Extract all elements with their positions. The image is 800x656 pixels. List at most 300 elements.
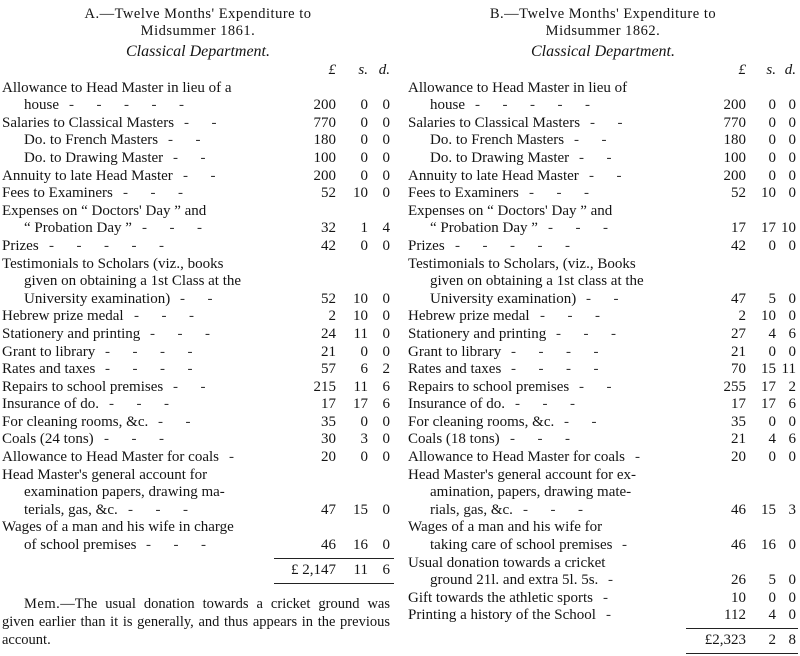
expense-description: Gift towards the athletic sports: [408, 589, 593, 606]
amount-pounds: 20: [321, 449, 336, 466]
leader-dashes: - - -: [523, 501, 583, 518]
expense-description: Testimonials to Scholars, (viz., Books: [408, 255, 636, 272]
shillings-unit: s.: [358, 62, 368, 78]
leader-dashes: - - -: [142, 220, 202, 237]
amount-pence: 0: [382, 290, 390, 307]
expense-description: Allowance to Head Master in lieu of: [408, 79, 628, 96]
amount-pounds: 30: [321, 431, 336, 448]
amount-shillings: 0: [768, 449, 776, 466]
expense-description: Salaries to Classical Masters: [2, 114, 175, 131]
expense-description: Annuity to late Head Master: [408, 167, 579, 184]
expense-description: For cleaning rooms, &c.: [408, 413, 555, 430]
amount-shillings: 11: [353, 325, 368, 342]
expense-rows: [2, 62, 394, 555]
amount-shillings: 11: [353, 378, 368, 395]
expense-row: [408, 273, 798, 291]
expense-description: house: [430, 97, 465, 114]
expense-description: Allowance to Head Master in lieu of a: [2, 79, 232, 96]
amount-shillings: 16: [353, 537, 368, 554]
expense-row: [2, 467, 394, 485]
total-pence: 8: [788, 632, 796, 648]
amount-shillings: 10: [353, 290, 368, 307]
amount-shillings: 17: [761, 378, 776, 395]
leader-dashes: - -: [158, 413, 191, 430]
expense-row: [2, 361, 394, 379]
expense-description: amination, papers, drawing mate-: [430, 484, 632, 501]
leader-dashes: -: [608, 572, 613, 589]
amount-shillings: 10: [761, 185, 776, 202]
expense-row: [2, 168, 394, 186]
amount-pence: 0: [788, 572, 796, 589]
amount-pence: 0: [788, 97, 796, 114]
amount-pounds: 17: [321, 396, 336, 413]
amount-pence: 0: [382, 97, 390, 114]
expense-row: [2, 203, 394, 221]
expense-description: Expenses on “ Doctors' Day ” and: [2, 202, 207, 219]
expense-row: [2, 220, 394, 238]
amount-pence: 6: [382, 378, 390, 395]
expense-row: [2, 185, 394, 203]
amount-pence: 0: [788, 290, 796, 307]
amount-shillings: 0: [360, 114, 368, 131]
amount-pence: 0: [788, 167, 796, 184]
leader-dashes: - -: [168, 132, 201, 149]
amount-pounds: 200: [723, 97, 746, 114]
memo-label: Mem.: [24, 595, 61, 612]
expense-description: Prizes: [408, 237, 445, 254]
amount-pence: 0: [382, 237, 390, 254]
leader-dashes: - -: [579, 149, 612, 166]
expense-description: Expenses on “ Doctors' Day ” and: [408, 202, 613, 219]
expense-row: [408, 396, 798, 414]
expense-description: Grant to library: [408, 343, 502, 360]
amount-pounds: 200: [723, 167, 746, 184]
amount-pounds: 2: [738, 308, 746, 325]
amount-shillings: 6: [360, 361, 368, 378]
amount-pence: 2: [788, 378, 796, 395]
expense-description: Grant to library: [2, 343, 96, 360]
leader-dashes: - - -: [150, 325, 210, 342]
heading-line-1: B.—Twelve Months' Expenditure to: [489, 6, 717, 22]
expense-description: Head Master's general account for ex-: [408, 466, 637, 483]
pounds-unit: £: [738, 62, 746, 78]
expense-description: Do. to Drawing Master: [430, 149, 570, 166]
amount-pence: 0: [382, 325, 390, 342]
amount-pounds: 17: [731, 220, 746, 237]
amount-pence: 0: [788, 589, 796, 606]
leader-dashes: - -: [183, 167, 216, 184]
leader-dashes: - -: [173, 378, 206, 395]
amount-shillings: 4: [768, 431, 776, 448]
pounds-unit: £: [328, 62, 336, 78]
leader-dashes: - - - -: [105, 361, 193, 378]
leader-dashes: -: [635, 449, 640, 466]
leader-dashes: - - -: [556, 325, 616, 342]
amount-pounds: 46: [731, 537, 746, 554]
leader-dashes: - - - - -: [69, 97, 184, 114]
expense-row: [2, 379, 394, 397]
amount-shillings: 17: [353, 396, 368, 413]
total-bottom-rule: [686, 653, 798, 654]
expense-row: [408, 555, 798, 573]
total-pence: 6: [382, 561, 390, 578]
leader-dashes: - - - -: [511, 343, 599, 360]
leader-dashes: - - -: [123, 185, 183, 202]
amount-pence: 6: [382, 396, 390, 413]
amount-pence: 11: [781, 361, 796, 378]
shillings-unit: s.: [766, 62, 776, 78]
expense-row: [2, 80, 394, 98]
amount-pounds: 46: [731, 501, 746, 518]
amount-pounds: 770: [313, 114, 336, 131]
amount-shillings: 0: [360, 132, 368, 149]
expense-description: rials, gas, &c.: [430, 501, 513, 518]
amount-shillings: 0: [768, 132, 776, 149]
expense-row: [2, 502, 394, 520]
amount-shillings: 15: [761, 501, 776, 518]
amount-pounds: 24: [321, 325, 336, 342]
amount-shillings: 10: [353, 185, 368, 202]
expense-description: For cleaning rooms, &c.: [2, 413, 149, 430]
expense-description: Coals (24 tons): [2, 431, 94, 448]
leader-dashes: - -: [173, 149, 206, 166]
memo-paragraph: [2, 595, 390, 649]
amount-pence: 4: [382, 220, 390, 237]
total-top-rule: [274, 558, 394, 559]
expense-description: Allowance to Head Master for coals: [2, 449, 220, 466]
expense-row: [408, 132, 798, 150]
amount-pounds: 57: [321, 361, 336, 378]
amount-pence: 6: [788, 396, 796, 413]
expense-description: taking care of school premises: [430, 537, 613, 554]
leader-dashes: - - -: [128, 501, 188, 518]
amount-shillings: 0: [360, 413, 368, 430]
expense-description: Prizes: [2, 237, 39, 254]
amount-pence: 0: [788, 343, 796, 360]
amount-pounds: 180: [723, 132, 746, 149]
expense-row: [2, 308, 394, 326]
amount-pounds: 32: [321, 220, 336, 237]
leader-dashes: - -: [184, 114, 217, 131]
leader-dashes: - -: [579, 378, 612, 395]
amount-pounds: 47: [321, 501, 336, 518]
leader-dashes: - -: [574, 132, 607, 149]
leader-dashes: -: [229, 449, 234, 466]
heading-line-2: Midsummer 1862.: [545, 23, 661, 39]
amount-shillings: 0: [768, 237, 776, 254]
expense-description: examination papers, drawing ma-: [24, 484, 225, 501]
expense-description: Fees to Examiners: [2, 185, 113, 202]
amount-pence: 0: [788, 537, 796, 554]
leader-dashes: - - - - -: [455, 237, 570, 254]
expense-row: [408, 256, 798, 274]
expense-row: [408, 97, 798, 115]
expense-row: [408, 572, 798, 590]
expense-description: of school premises: [24, 537, 137, 554]
expense-description: Printing a history of the School: [408, 607, 596, 624]
amount-pounds: 21: [321, 343, 336, 360]
expense-description: Hebrew prize medal: [408, 308, 530, 325]
leader-dashes: - - -: [540, 308, 600, 325]
expense-row: [408, 449, 798, 467]
expenditure-1862-column: [408, 0, 798, 653]
expense-row: [408, 291, 798, 309]
expense-row: [2, 238, 394, 256]
expense-row: [408, 344, 798, 362]
amount-shillings: 17: [761, 396, 776, 413]
expense-row: [2, 344, 394, 362]
expense-description: University examination): [24, 290, 171, 307]
expense-description: Insurance of do.: [408, 396, 506, 413]
amount-pounds: 52: [321, 290, 336, 307]
leader-dashes: - - -: [104, 431, 164, 448]
expense-row: [2, 519, 394, 537]
expense-row: [408, 467, 798, 485]
expense-description: Coals (18 tons): [408, 431, 500, 448]
leader-dashes: - -: [589, 167, 622, 184]
department-title: Classical Department.: [126, 43, 270, 60]
expense-row: [408, 150, 798, 168]
expense-row: [408, 115, 798, 133]
leader-dashes: - - - -: [511, 361, 599, 378]
amount-shillings: 0: [360, 167, 368, 184]
amount-shillings: 0: [768, 167, 776, 184]
amount-shillings: 5: [768, 290, 776, 307]
amount-pounds: 70: [731, 361, 746, 378]
amount-shillings: 0: [768, 589, 776, 606]
amount-pounds: 2: [328, 308, 336, 325]
amount-pence: 0: [382, 308, 390, 325]
expense-description: Do. to French Masters: [24, 132, 159, 149]
leader-dashes: - - - - -: [49, 237, 164, 254]
amount-pence: 6: [788, 325, 796, 342]
amount-pounds: 10: [731, 589, 746, 606]
expense-row: [2, 291, 394, 309]
expense-description: Do. to Drawing Master: [24, 149, 164, 166]
total-bottom-rule: [274, 583, 394, 584]
memo-text: —The usual donation towards a cricket ground was given earlier than it is generally, and thus appears in the previous account.: [2, 595, 390, 648]
leader-dashes: - - -: [515, 396, 575, 413]
amount-shillings: 0: [768, 343, 776, 360]
amount-shillings: 5: [768, 572, 776, 589]
total-pounds: £2,323: [704, 632, 746, 648]
expense-row: [2, 396, 394, 414]
leader-dashes: -: [603, 589, 608, 606]
amount-pounds: 42: [321, 237, 336, 254]
amount-pence: 2: [382, 361, 390, 378]
units-header: [2, 62, 394, 80]
expense-description: Testimonials to Scholars (viz., books: [2, 255, 224, 272]
expense-description: Wages of a man and his wife for: [408, 519, 603, 536]
expense-row: [2, 484, 394, 502]
amount-pence: 0: [382, 114, 390, 131]
amount-pounds: 26: [731, 572, 746, 589]
expense-description: Stationery and printing: [408, 325, 547, 342]
amount-pence: 0: [382, 167, 390, 184]
expense-description: ground 21l. and extra 5l. 5s.: [430, 572, 599, 589]
leader-dashes: - - -: [146, 537, 206, 554]
expense-row: [2, 414, 394, 432]
expense-row: [408, 502, 798, 520]
expense-description: Wages of a man and his wife in charge: [2, 519, 234, 536]
heading-line-1: A.—Twelve Months' Expenditure to: [84, 6, 312, 22]
expense-description: Salaries to Classical Masters: [408, 114, 581, 131]
amount-pence: 0: [382, 343, 390, 360]
amount-pounds: 200: [313, 167, 336, 184]
amount-pounds: 52: [731, 185, 746, 202]
expense-row: [408, 203, 798, 221]
department-title: Classical Department.: [531, 43, 675, 60]
leader-dashes: - -: [180, 290, 213, 307]
total-row: [2, 561, 394, 583]
amount-pence: 0: [788, 185, 796, 202]
amount-shillings: 3: [360, 431, 368, 448]
expense-row: [2, 115, 394, 133]
amount-shillings: 0: [768, 114, 776, 131]
amount-pence: 0: [382, 132, 390, 149]
amount-pounds: 35: [731, 413, 746, 430]
amount-pounds: 42: [731, 237, 746, 254]
amount-shillings: 0: [768, 413, 776, 430]
leader-dashes: - -: [564, 413, 597, 430]
leader-dashes: - - -: [134, 308, 194, 325]
total-shillings: 11: [353, 561, 368, 578]
total-top-rule: [686, 628, 798, 629]
expense-description: University examination): [430, 290, 577, 307]
expense-row: [408, 414, 798, 432]
amount-shillings: 4: [768, 325, 776, 342]
amount-pounds: 17: [731, 396, 746, 413]
expense-row: [408, 537, 798, 555]
amount-pence: 0: [382, 185, 390, 202]
amount-pounds: 52: [321, 185, 336, 202]
amount-pence: 0: [788, 607, 796, 624]
expense-row: [408, 326, 798, 344]
amount-pence: 0: [788, 413, 796, 430]
leader-dashes: -: [606, 607, 611, 624]
amount-pounds: 100: [723, 149, 746, 166]
amount-shillings: 10: [353, 308, 368, 325]
amount-shillings: 0: [360, 149, 368, 166]
leader-dashes: - - -: [548, 220, 608, 237]
amount-shillings: 15: [353, 501, 368, 518]
amount-pence: 0: [788, 149, 796, 166]
amount-pounds: 47: [731, 290, 746, 307]
amount-shillings: 4: [768, 607, 776, 624]
amount-pounds: 180: [313, 132, 336, 149]
amount-pounds: 200: [313, 97, 336, 114]
expense-row: [408, 238, 798, 256]
leader-dashes: - - - -: [105, 343, 193, 360]
amount-pence: 3: [788, 501, 796, 518]
expense-row: [408, 484, 798, 502]
amount-shillings: 1: [360, 220, 368, 237]
expense-description: Annuity to late Head Master: [2, 167, 173, 184]
expense-description: house: [24, 97, 59, 114]
expense-row: [408, 220, 798, 238]
expense-description: Do. to French Masters: [430, 132, 565, 149]
expense-row: [408, 590, 798, 608]
expense-row: [408, 379, 798, 397]
expense-row: [408, 168, 798, 186]
expense-rows: [408, 62, 798, 625]
pence-unit: d.: [784, 62, 796, 78]
amount-pence: 0: [788, 237, 796, 254]
expense-row: [408, 519, 798, 537]
pence-unit: d.: [378, 62, 390, 78]
amount-pence: 0: [382, 149, 390, 166]
expense-description: “ Probation Day ”: [24, 220, 132, 237]
leader-dashes: - -: [586, 290, 619, 307]
amount-pence: 10: [781, 220, 796, 237]
amount-shillings: 15: [761, 361, 776, 378]
total-row: [408, 631, 798, 653]
expense-description: Insurance of do.: [2, 396, 100, 413]
expense-description: Rates and taxes: [2, 361, 96, 378]
total-pounds: £ 2,147: [291, 561, 336, 578]
expense-description: Usual donation towards a cricket: [408, 554, 606, 571]
amount-pounds: 27: [731, 325, 746, 342]
amount-pounds: 255: [723, 378, 746, 395]
total-shillings: 2: [768, 632, 776, 648]
expense-description: given on obtaining a 1st class at the: [430, 273, 644, 290]
expense-row: [408, 185, 798, 203]
expense-description: given on obtaining a 1st Class at the: [24, 273, 242, 290]
amount-pounds: 100: [313, 149, 336, 166]
leader-dashes: - - -: [510, 431, 570, 448]
amount-pence: 0: [382, 431, 390, 448]
expense-row: [2, 326, 394, 344]
expense-row: [2, 273, 394, 291]
expense-description: Stationery and printing: [2, 325, 141, 342]
expense-description: “ Probation Day ”: [430, 220, 538, 237]
amount-shillings: 0: [360, 237, 368, 254]
expense-description: Head Master's general account for: [2, 466, 208, 483]
expense-row: [2, 431, 394, 449]
expense-row: [408, 308, 798, 326]
expenditure-1861-column: [2, 0, 394, 649]
expense-row: [2, 449, 394, 467]
amount-pence: 6: [788, 431, 796, 448]
expense-description: Rates and taxes: [408, 361, 502, 378]
expense-row: [408, 431, 798, 449]
expense-row: [2, 150, 394, 168]
amount-shillings: 17: [761, 220, 776, 237]
leader-dashes: - - -: [529, 185, 589, 202]
amount-pence: 0: [788, 308, 796, 325]
amount-pounds: 21: [731, 431, 746, 448]
amount-pounds: 112: [724, 607, 746, 624]
heading-line-2: Midsummer 1861.: [140, 23, 256, 39]
amount-shillings: 10: [761, 308, 776, 325]
expense-row: [2, 132, 394, 150]
amount-pence: 0: [382, 537, 390, 554]
leader-dashes: -: [622, 537, 627, 554]
amount-shillings: 0: [360, 97, 368, 114]
expense-row: [2, 537, 394, 555]
amount-pence: 0: [788, 132, 796, 149]
expense-description: Hebrew prize medal: [2, 308, 124, 325]
amount-shillings: 0: [360, 343, 368, 360]
expense-description: Repairs to school premises: [2, 378, 164, 395]
amount-pence: 0: [788, 114, 796, 131]
expense-description: Repairs to school premises: [408, 378, 570, 395]
amount-pence: 0: [382, 413, 390, 430]
amount-pence: 0: [788, 449, 796, 466]
expense-row: [2, 97, 394, 115]
expense-row: [408, 607, 798, 625]
amount-shillings: 16: [761, 537, 776, 554]
